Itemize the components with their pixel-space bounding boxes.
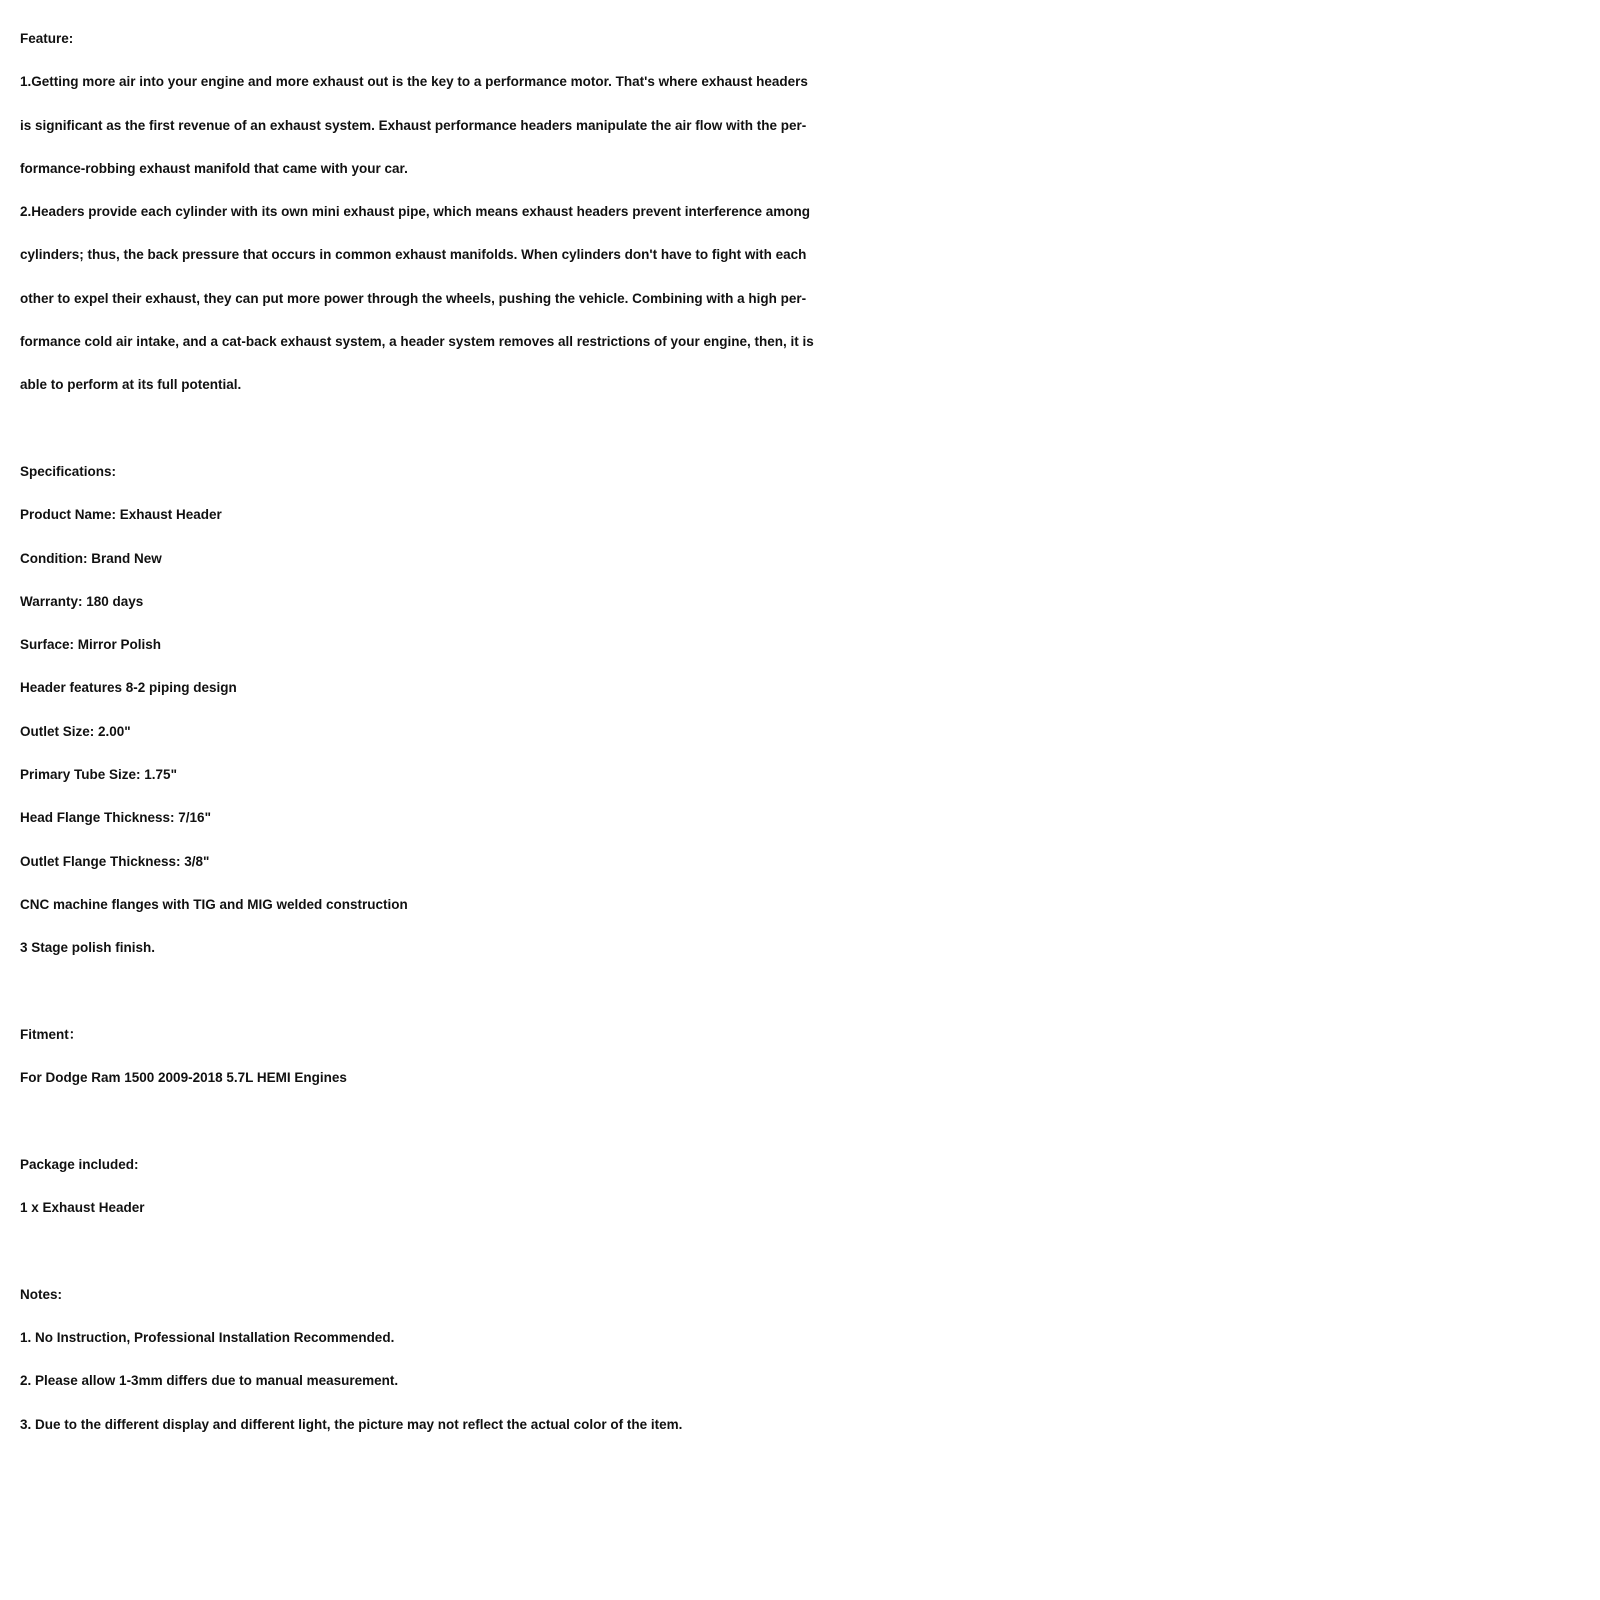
feature-section — [20, 17, 1582, 407]
spec-item: Surface: Mirror Polish — [20, 637, 162, 653]
spec-item: Product Name: Exhaust Header — [20, 507, 222, 523]
feature-paragraph-1-line-1: 1.Getting more air into your engine and more exhaust out is the key to a performance motor. That's where exhaust headers — [20, 74, 808, 90]
spacer — [20, 1099, 1582, 1142]
feature-paragraph-2-line-3: other to expel their exhaust, they can put more power through the wheels, pushing the vehicle. Combining with a high per- — [20, 290, 807, 306]
spacer — [20, 407, 1582, 450]
feature-paragraph-1-line-2: is significant as the first revenue of an exhaust system. Exhaust performance headers manipulate the air flow with the per- — [20, 117, 807, 133]
feature-paragraph-2-line-5: able to perform at its full potential. — [20, 377, 242, 393]
feature-heading: Feature: — [20, 31, 74, 46]
spec-item: 3 Stage polish finish. — [20, 940, 156, 956]
feature-paragraph-2-line-2: cylinders; thus, the back pressure that occurs in common exhaust manifolds. When cylinders don't have to fight with each — [20, 247, 807, 263]
fitment-section — [20, 1013, 1582, 1100]
feature-paragraph-1-line-3: formance-robbing exhaust manifold that came with your car. — [20, 160, 408, 176]
fitment-item: For Dodge Ram 1500 2009-2018 5.7L HEMI Engines — [20, 1070, 347, 1086]
spec-item: CNC machine flanges with TIG and MIG welded construction — [20, 896, 408, 912]
spec-item: Outlet Size: 2.00" — [20, 723, 131, 739]
spec-item: Outlet Flange Thickness: 3/8" — [20, 853, 210, 869]
notes-section — [20, 1273, 1582, 1446]
note-item: 3. Due to the different display and different light, the picture may not reflect the actual color of the item. — [20, 1416, 683, 1432]
spec-item: Header features 8-2 piping design — [20, 680, 237, 696]
product-description — [20, 17, 1582, 1446]
note-item: 2. Please allow 1-3mm differs due to manual measurement. — [20, 1373, 399, 1389]
spec-item: Warranty: 180 days — [20, 593, 144, 609]
spec-item: Condition: Brand New — [20, 550, 162, 566]
feature-paragraph-2-line-1: 2.Headers provide each cylinder with its own mini exhaust pipe, which means exhaust headers prevent interference among — [20, 204, 810, 220]
note-item: 1. No Instruction, Professional Installation Recommended. — [20, 1329, 395, 1345]
spacer — [20, 970, 1582, 1013]
feature-paragraph-2-line-4: formance cold air intake, and a cat-back exhaust system, a header system removes all restrictions of your engine, then, it is — [20, 334, 814, 350]
fitment-heading: Fitment： — [20, 1026, 83, 1042]
specifications-section — [20, 450, 1582, 970]
specifications-heading: Specifications: — [20, 463, 117, 479]
package-heading: Package included: — [20, 1156, 139, 1172]
notes-heading: Notes: — [20, 1286, 63, 1302]
spec-item: Primary Tube Size: 1.75" — [20, 767, 177, 783]
spacer — [20, 1229, 1582, 1272]
package-section — [20, 1143, 1582, 1230]
package-item: 1 x Exhaust Header — [20, 1200, 145, 1216]
spec-item: Head Flange Thickness: 7/16" — [20, 810, 211, 826]
